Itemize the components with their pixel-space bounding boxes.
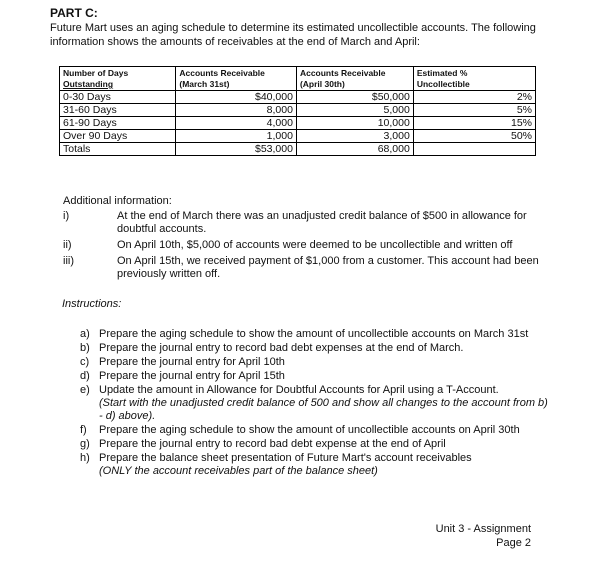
item-number: ii) [63, 239, 72, 251]
cell-march: $40,000 [176, 91, 297, 104]
item-text: Prepare the aging schedule to show the amount of uncollectible accounts on March 31st [99, 328, 529, 340]
item-text: Update the amount in Allowance for Doubtful Accounts for April using a T-Account. [99, 384, 499, 396]
footer-unit: Unit 3 - Assignment [435, 523, 531, 535]
item-number: d) [80, 370, 90, 382]
header-march: Accounts Receivable (March 31st) [176, 67, 297, 91]
additional-info-list [63, 210, 543, 284]
cell-days: 0-30 Days [60, 91, 176, 104]
table-row [60, 130, 536, 143]
item-note: (ONLY the account receivables part of the balance sheet) [99, 465, 378, 477]
header-percent: Estimated % Uncollectible [413, 67, 535, 91]
totals-row [60, 143, 536, 156]
cell-percent [413, 143, 535, 156]
cell-days: 31-60 Days [60, 104, 176, 117]
list-item [80, 384, 550, 423]
item-number: c) [80, 356, 90, 368]
item-number: b) [80, 342, 90, 354]
instructions-label: Instructions: [62, 298, 122, 310]
footer-page-number: Page 2 [496, 537, 531, 549]
item-body [99, 452, 550, 478]
item-text: On April 15th, we received payment of $1,000 from a customer. This account had been previously written off. [117, 255, 539, 280]
item-note: (Start with the unadjusted credit balance of 500 and show all changes to the account from b) - d) above). [99, 397, 548, 422]
item-text: Prepare the journal entry to record bad debt expense at the end of April [99, 438, 446, 450]
intro-paragraph: Future Mart uses an aging schedule to determine its estimated uncollectible accounts. The following information shows the amounts of receivables at the end of March and April: [50, 22, 536, 48]
item-body [99, 384, 550, 423]
item-number: a) [80, 328, 90, 340]
cell-days: Over 90 Days [60, 130, 176, 143]
list-item [80, 438, 550, 451]
header-days: Number of Days Outstanding [60, 67, 176, 91]
list-item [63, 239, 543, 252]
item-text: Prepare the journal entry to record bad debt expenses at the end of March. [99, 342, 464, 354]
cell-march: 8,000 [176, 104, 297, 117]
table-header-row [60, 67, 536, 91]
cell-april: $50,000 [296, 91, 413, 104]
cell-percent: 50% [413, 130, 535, 143]
item-number: f) [80, 424, 87, 436]
cell-march: $53,000 [176, 143, 297, 156]
header-april: Accounts Receivable (April 30th) [296, 67, 413, 91]
cell-percent: 5% [413, 104, 535, 117]
cell-percent: 2% [413, 91, 535, 104]
item-text: On April 10th, $5,000 of accounts were deemed to be uncollectible and written off [117, 239, 513, 251]
table-row [60, 117, 536, 130]
section-heading: PART C: [50, 6, 98, 20]
cell-march: 4,000 [176, 117, 297, 130]
item-text: Prepare the aging schedule to show the amount of uncollectible accounts on April 30th [99, 424, 520, 436]
page-footer [436, 522, 531, 550]
list-item [80, 356, 550, 369]
table-row [60, 104, 536, 117]
cell-march: 1,000 [176, 130, 297, 143]
item-number: g) [80, 438, 90, 450]
item-number: iii) [63, 255, 74, 267]
cell-april: 5,000 [296, 104, 413, 117]
item-text: Prepare the journal entry for April 15th [99, 370, 285, 382]
cell-days: Totals [60, 143, 176, 156]
list-item [80, 342, 550, 355]
list-item [63, 210, 543, 236]
cell-april: 3,000 [296, 130, 413, 143]
list-item [80, 452, 550, 478]
item-number: i) [63, 210, 70, 222]
cell-days: 61-90 Days [60, 117, 176, 130]
list-item [80, 370, 550, 383]
cell-percent: 15% [413, 117, 535, 130]
cell-april: 68,000 [296, 143, 413, 156]
aging-table [59, 66, 536, 156]
item-number: h) [80, 452, 90, 464]
additional-info-label: Additional information: [63, 195, 172, 207]
list-item [80, 328, 550, 341]
cell-april: 10,000 [296, 117, 413, 130]
list-item [63, 255, 543, 281]
table-row [60, 91, 536, 104]
item-number: e) [80, 384, 90, 396]
list-item [80, 424, 550, 437]
item-text: Prepare the balance sheet presentation of Future Mart's account receivables [99, 452, 472, 464]
instructions-list [80, 328, 550, 479]
item-text: At the end of March there was an unadjusted credit balance of $500 in allowance for doubtful accounts. [117, 210, 527, 235]
item-text: Prepare the journal entry for April 10th [99, 356, 285, 368]
